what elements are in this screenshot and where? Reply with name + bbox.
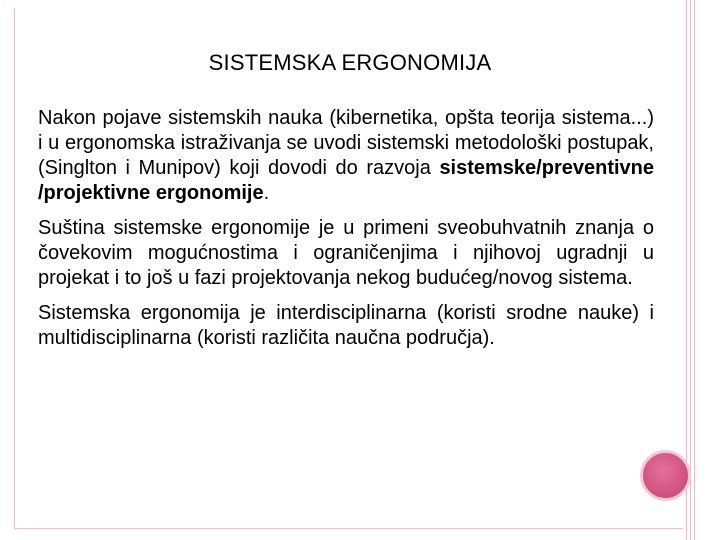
slide-content xyxy=(38,106,654,361)
slide-title: SISTEMSKA ERGONOMIJA xyxy=(208,50,492,75)
paragraph-1-end: . xyxy=(263,182,270,204)
paragraph-3: Sistemska ergonomija je interdisciplinarna (koristi srodne nauke) i multidisciplinarna (koristi različita naučna područja). xyxy=(38,302,654,349)
decorative-circle-icon xyxy=(640,450,691,501)
paragraph-1-text: Nakon pojave sistemskih nauka (kibernetika, opšta teorija sistema...) i u ergonomska istraživanja se uvodi sistemski metodološki postupak, (Singlton i Munipov) koji dovodi do razvoja xyxy=(38,107,654,179)
paragraph-1 xyxy=(38,106,654,206)
decorative-edge-lines xyxy=(680,0,720,540)
paragraph-2: Suština sistemske ergonomije je u primeni sveobuhvatnih znanja o čovekovim mogućnostima i ograničenjima i njihovoj ugradnji u projekat i to još u fazi projektovanja nekog budućeg/novog sistema. xyxy=(38,217,654,289)
paragraph-1-bold: sistemske/preventivne /projektivne ergonomije xyxy=(38,157,654,204)
